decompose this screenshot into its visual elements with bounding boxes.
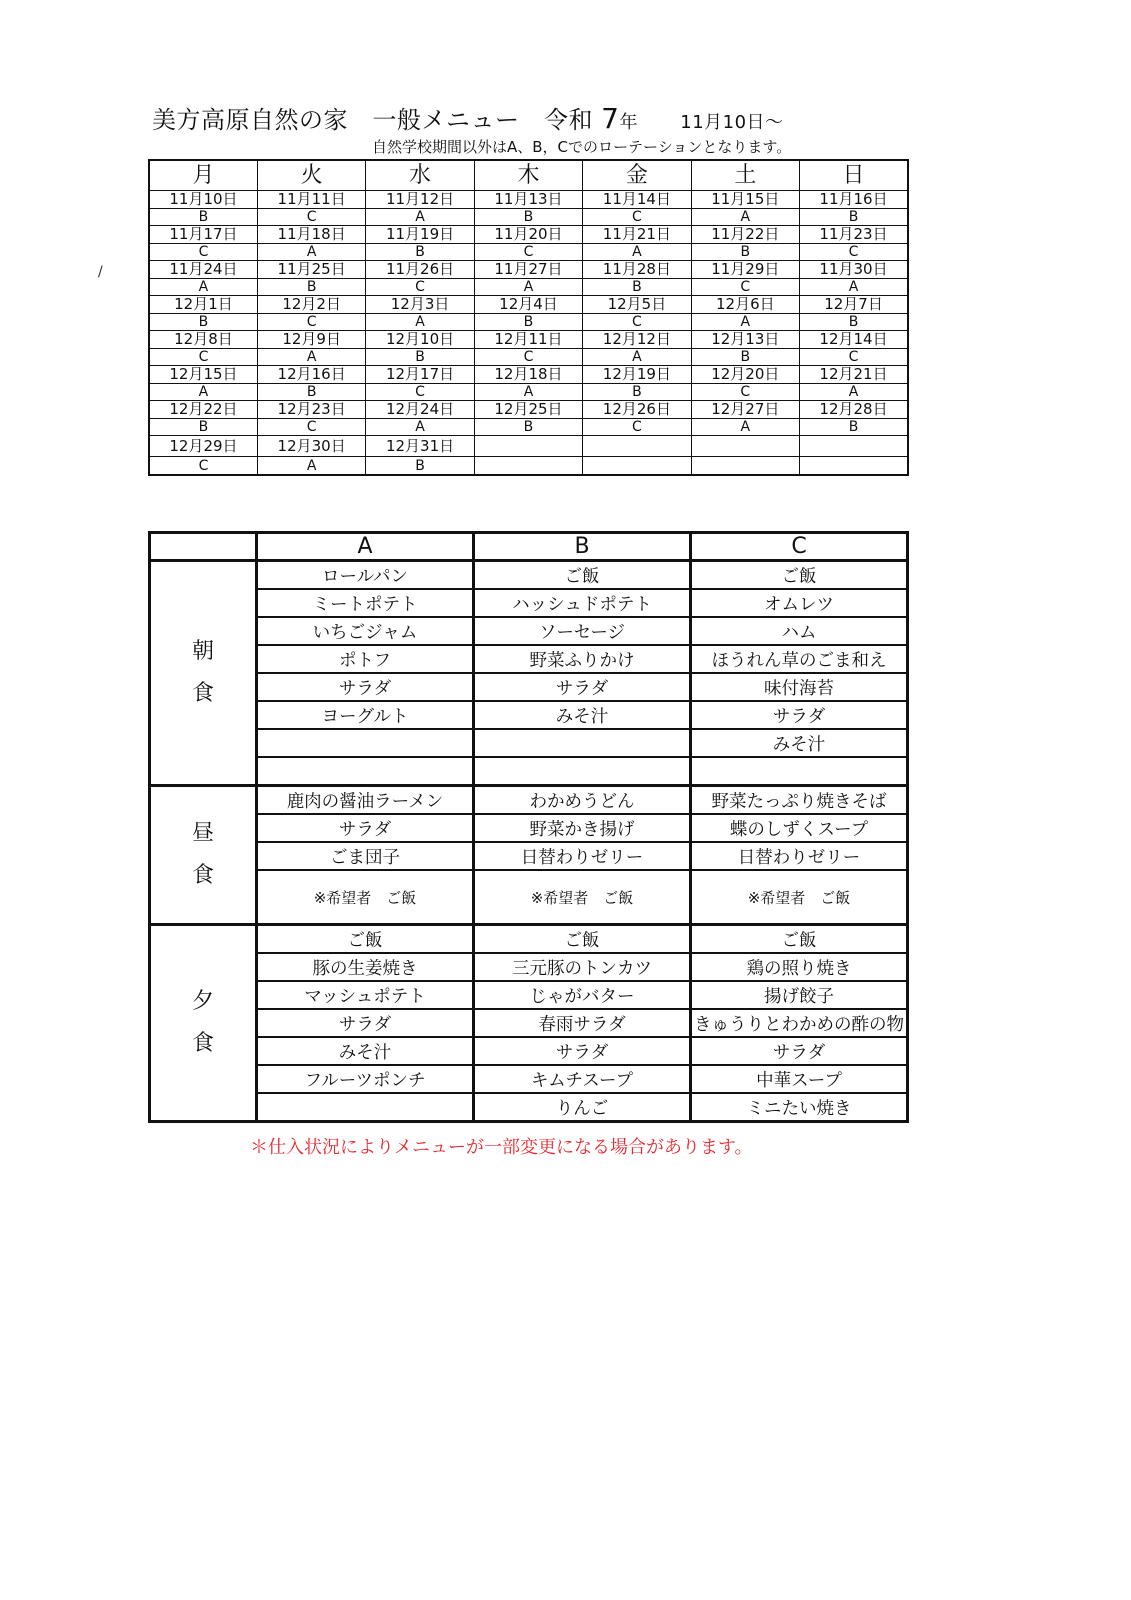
calendar-menu-code: B: [474, 314, 582, 331]
calendar-date-row: [149, 296, 908, 314]
calendar-menu-row: [149, 279, 908, 296]
calendar-menu-code: C: [691, 279, 799, 296]
calendar-menu-code: B: [474, 419, 582, 436]
calendar-menu-code: A: [149, 384, 257, 401]
calendar-menu-code: A: [691, 314, 799, 331]
calendar-menu-code: B: [691, 349, 799, 366]
calendar-menu-code: C: [257, 209, 365, 226]
dinner-row: [150, 981, 908, 1009]
calendar-menu-code: B: [691, 244, 799, 261]
calendar-date: 12月20日: [691, 366, 799, 384]
title-year-unit: 年: [619, 112, 638, 133]
breakfast-row: [150, 645, 908, 673]
menu-table: [148, 531, 909, 1123]
calendar-menu-code: A: [257, 244, 365, 261]
lunch-row: [150, 786, 908, 815]
calendar-menu-row: [149, 384, 908, 401]
breakfast-row: [150, 729, 908, 757]
calendar-menu-code: C: [366, 384, 474, 401]
calendar-date: 11月29日: [691, 261, 799, 279]
calendar-date: 12月3日: [366, 296, 474, 314]
calendar-menu-code: [800, 457, 908, 476]
calendar-menu-row: [149, 314, 908, 331]
calendar-date: 12月25日: [474, 401, 582, 419]
calendar-date: [583, 436, 691, 457]
calendar-date: 12月6日: [691, 296, 799, 314]
calendar-menu-code: A: [691, 209, 799, 226]
calendar-menu-code: C: [257, 419, 365, 436]
menu-item: 豚の生姜焼き: [257, 953, 474, 981]
calendar-date: 11月12日: [366, 191, 474, 209]
calendar-menu-code: [474, 457, 582, 476]
breakfast-row: [150, 589, 908, 617]
calendar-date: 12月17日: [366, 366, 474, 384]
page-title: [152, 100, 784, 135]
title-start-date: 11月10日～: [680, 112, 784, 133]
menu-item: サラダ: [257, 673, 474, 701]
calendar-menu-code: A: [474, 384, 582, 401]
calendar-date: 11月19日: [366, 226, 474, 244]
menu-item: わかめうどん: [474, 786, 691, 815]
calendar-date: 12月21日: [800, 366, 908, 384]
calendar-date: 12月26日: [583, 401, 691, 419]
calendar-menu-code: A: [583, 244, 691, 261]
calendar-date: 11月24日: [149, 261, 257, 279]
calendar-date: 12月12日: [583, 331, 691, 349]
calendar-date: 12月23日: [257, 401, 365, 419]
rice-request-note: ※希望者 ご飯: [257, 870, 474, 925]
weekday-header: 水: [366, 160, 474, 191]
calendar-menu-code: A: [583, 349, 691, 366]
calendar-date: 12月2日: [257, 296, 365, 314]
calendar-menu-code: C: [366, 279, 474, 296]
menu-item: [474, 757, 691, 786]
calendar-menu-code: C: [800, 244, 908, 261]
dinner-row: [150, 1065, 908, 1093]
menu-item: いちごジャム: [257, 617, 474, 645]
title-year-number: 7: [601, 102, 620, 135]
rotation-calendar: [148, 159, 909, 476]
menu-item: オムレツ: [691, 589, 908, 617]
menu-item: みそ汁: [691, 729, 908, 757]
weekday-header: 月: [149, 160, 257, 191]
calendar-date: 12月22日: [149, 401, 257, 419]
menu-item: 鹿肉の醤油ラーメン: [257, 786, 474, 815]
calendar-date: [474, 436, 582, 457]
menu-item: りんご: [474, 1093, 691, 1122]
menu-item: サラダ: [257, 814, 474, 842]
calendar-menu-code: B: [366, 244, 474, 261]
menu-item: サラダ: [474, 673, 691, 701]
calendar-menu-code: B: [366, 457, 474, 476]
menu-item: 野菜たっぷり焼きそば: [691, 786, 908, 815]
change-notice: ＊仕入状況によりメニューが一部変更になる場合があります。: [250, 1137, 753, 1158]
calendar-date: 11月11日: [257, 191, 365, 209]
calendar-date: 12月8日: [149, 331, 257, 349]
menu-item: みそ汁: [474, 701, 691, 729]
menu-item: サラダ: [691, 701, 908, 729]
calendar-menu-code: B: [583, 384, 691, 401]
rice-request-note: ※希望者 ご飯: [691, 870, 908, 925]
calendar-date: [691, 436, 799, 457]
calendar-date: 11月17日: [149, 226, 257, 244]
calendar-menu-code: A: [149, 279, 257, 296]
calendar-menu-code: A: [474, 279, 582, 296]
calendar-menu-code: C: [691, 384, 799, 401]
dinner-label: 夕 食: [150, 925, 257, 1122]
calendar-date: 11月26日: [366, 261, 474, 279]
calendar-date: 12月10日: [366, 331, 474, 349]
calendar-date: 12月30日: [257, 436, 365, 457]
calendar-date: 11月27日: [474, 261, 582, 279]
calendar-menu-code: B: [800, 314, 908, 331]
menu-item: 野菜かき揚げ: [474, 814, 691, 842]
rotation-note: 自然学校期間以外はA、B，Cでのローテーションとなります。: [372, 138, 792, 156]
menu-item: フルーツポンチ: [257, 1065, 474, 1093]
weekday-header: 木: [474, 160, 582, 191]
menu-item: ご飯: [691, 925, 908, 954]
calendar-date: 12月9日: [257, 331, 365, 349]
dinner-row: [150, 925, 908, 954]
menu-item: サラダ: [474, 1037, 691, 1065]
calendar-menu-code: C: [149, 457, 257, 476]
menu-item: 蝶のしずくスープ: [691, 814, 908, 842]
calendar-menu-row: [149, 349, 908, 366]
calendar-menu-row: [149, 244, 908, 261]
calendar-menu-code: B: [474, 209, 582, 226]
menu-item: ハム: [691, 617, 908, 645]
calendar-date: 11月16日: [800, 191, 908, 209]
weekday-header: 日: [800, 160, 908, 191]
weekday-header: 金: [583, 160, 691, 191]
calendar-menu-code: B: [583, 279, 691, 296]
calendar-date: [800, 436, 908, 457]
calendar-date: 11月18日: [257, 226, 365, 244]
calendar-date: 12月28日: [800, 401, 908, 419]
menu-item: ご飯: [691, 561, 908, 590]
calendar-date: 11月23日: [800, 226, 908, 244]
menu-item: サラダ: [691, 1037, 908, 1065]
menu-item: マッシュポテト: [257, 981, 474, 1009]
calendar-date: 12月31日: [366, 436, 474, 457]
lunch-row: [150, 842, 908, 870]
calendar-date: 12月24日: [366, 401, 474, 419]
menu-item: 野菜ふりかけ: [474, 645, 691, 673]
menu-item: ヨーグルト: [257, 701, 474, 729]
calendar-date-row: [149, 191, 908, 209]
dinner-row: [150, 953, 908, 981]
calendar-date-row: [149, 261, 908, 279]
menu-item: ミニたい焼き: [691, 1093, 908, 1122]
dinner-row: [150, 1093, 908, 1122]
menu-item: ロールパン: [257, 561, 474, 590]
calendar-menu-code: [583, 457, 691, 476]
calendar-date: 12月14日: [800, 331, 908, 349]
menu-item: ほうれん草のごま和え: [691, 645, 908, 673]
calendar-date-row: [149, 401, 908, 419]
calendar-date: 12月1日: [149, 296, 257, 314]
calendar-menu-code: C: [474, 349, 582, 366]
calendar-menu-code: B: [149, 314, 257, 331]
lunch-row: [150, 814, 908, 842]
menu-column-header: C: [691, 533, 908, 561]
calendar-menu-code: B: [800, 419, 908, 436]
dinner-row: [150, 1009, 908, 1037]
calendar-date: 12月16日: [257, 366, 365, 384]
margin-mark: /: [98, 264, 103, 280]
menu-item: [257, 757, 474, 786]
calendar-date: 12月19日: [583, 366, 691, 384]
calendar-menu-code: C: [800, 349, 908, 366]
calendar-menu-row: [149, 419, 908, 436]
rice-request-note: ※希望者 ご飯: [474, 870, 691, 925]
breakfast-row: [150, 673, 908, 701]
calendar-date: 12月11日: [474, 331, 582, 349]
calendar-date: 12月13日: [691, 331, 799, 349]
calendar-menu-row: [149, 457, 908, 476]
breakfast-row: [150, 561, 908, 590]
calendar-date: 11月14日: [583, 191, 691, 209]
calendar-menu-code: B: [149, 209, 257, 226]
calendar-date-row: [149, 366, 908, 384]
menu-column-header: B: [474, 533, 691, 561]
calendar-menu-code: C: [583, 209, 691, 226]
calendar-menu-code: A: [366, 209, 474, 226]
menu-item: ご飯: [257, 925, 474, 954]
calendar-menu-code: B: [366, 349, 474, 366]
menu-item: ソーセージ: [474, 617, 691, 645]
calendar-menu-code: C: [474, 244, 582, 261]
calendar-menu-code: B: [257, 384, 365, 401]
menu-item: [257, 729, 474, 757]
breakfast-row: [150, 617, 908, 645]
calendar-menu-code: A: [691, 419, 799, 436]
calendar-menu-code: A: [257, 457, 365, 476]
title-main: 美方高原自然の家 一般メニュー 令和: [152, 106, 593, 134]
menu-item: 揚げ餃子: [691, 981, 908, 1009]
menu-item: じゃがバター: [474, 981, 691, 1009]
calendar-date: 11月30日: [800, 261, 908, 279]
menu-item: 春雨サラダ: [474, 1009, 691, 1037]
menu-item: ご飯: [474, 561, 691, 590]
menu-item: 日替わりゼリー: [691, 842, 908, 870]
calendar-menu-code: C: [583, 419, 691, 436]
menu-item: 日替わりゼリー: [474, 842, 691, 870]
weekday-header: 火: [257, 160, 365, 191]
weekday-header: 土: [691, 160, 799, 191]
calendar-date: 11月25日: [257, 261, 365, 279]
lunch-note-row: [150, 870, 908, 925]
calendar-date: 11月28日: [583, 261, 691, 279]
calendar-date: 11月22日: [691, 226, 799, 244]
menu-item: 中華スープ: [691, 1065, 908, 1093]
calendar-date-row: [149, 331, 908, 349]
calendar-date: 11月13日: [474, 191, 582, 209]
calendar-menu-code: B: [149, 419, 257, 436]
menu-item: [691, 757, 908, 786]
breakfast-row: [150, 701, 908, 729]
menu-item: ごま団子: [257, 842, 474, 870]
menu-item: みそ汁: [257, 1037, 474, 1065]
calendar-menu-code: A: [800, 384, 908, 401]
calendar-menu-code: A: [800, 279, 908, 296]
calendar-menu-code: A: [257, 349, 365, 366]
calendar-date-row: [149, 226, 908, 244]
calendar-date: 12月29日: [149, 436, 257, 457]
menu-item: ハッシュドポテト: [474, 589, 691, 617]
calendar-date: 12月5日: [583, 296, 691, 314]
breakfast-row: [150, 757, 908, 786]
menu-item: キムチスープ: [474, 1065, 691, 1093]
calendar-menu-code: [691, 457, 799, 476]
calendar-date: 11月15日: [691, 191, 799, 209]
menu-item: [474, 729, 691, 757]
calendar-menu-code: C: [149, 244, 257, 261]
lunch-label: 昼 食: [150, 786, 257, 925]
calendar-menu-row: [149, 209, 908, 226]
menu-item: ご飯: [474, 925, 691, 954]
dinner-row: [150, 1037, 908, 1065]
calendar-date: 12月4日: [474, 296, 582, 314]
calendar-date: 11月20日: [474, 226, 582, 244]
calendar-date: 12月15日: [149, 366, 257, 384]
menu-column-header: A: [257, 533, 474, 561]
calendar-menu-code: B: [257, 279, 365, 296]
menu-header-blank: [150, 533, 257, 561]
calendar-date: 11月21日: [583, 226, 691, 244]
menu-item: ポトフ: [257, 645, 474, 673]
menu-header-row: [150, 533, 908, 561]
menu-item: [257, 1093, 474, 1122]
calendar-date: 12月7日: [800, 296, 908, 314]
calendar-date: 12月18日: [474, 366, 582, 384]
calendar-menu-code: C: [257, 314, 365, 331]
calendar-date: 11月10日: [149, 191, 257, 209]
calendar-date-row: [149, 436, 908, 457]
calendar-menu-code: C: [583, 314, 691, 331]
menu-item: きゅうりとわかめの酢の物: [691, 1009, 908, 1037]
calendar-menu-code: A: [366, 314, 474, 331]
menu-item: ミートポテト: [257, 589, 474, 617]
calendar-date: 12月27日: [691, 401, 799, 419]
menu-item: 三元豚のトンカツ: [474, 953, 691, 981]
weekday-header-row: [149, 160, 908, 191]
menu-item: 鶏の照り焼き: [691, 953, 908, 981]
calendar-menu-code: B: [800, 209, 908, 226]
menu-item: サラダ: [257, 1009, 474, 1037]
calendar-menu-code: A: [366, 419, 474, 436]
calendar-menu-code: C: [149, 349, 257, 366]
menu-item: 味付海苔: [691, 673, 908, 701]
breakfast-label: 朝 食: [150, 561, 257, 786]
